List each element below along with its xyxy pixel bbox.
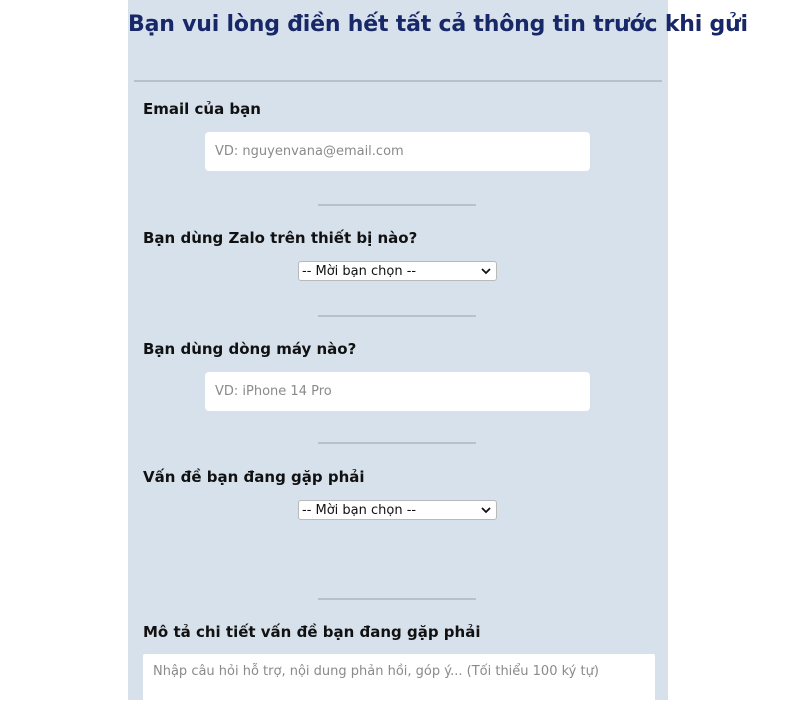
model-label: Bạn dùng dòng máy nào?	[143, 340, 357, 358]
issue-select-value: -- Mời bạn chọn --	[302, 502, 417, 518]
issue-label: Vấn đề bạn đang gặp phải	[143, 468, 365, 486]
chevron-down-icon	[479, 264, 493, 278]
section-divider	[318, 204, 476, 206]
section-divider	[318, 315, 476, 317]
description-textarea[interactable]	[143, 654, 655, 714]
device-select-value: -- Mời bạn chọn --	[302, 263, 417, 279]
support-form-panel	[128, 0, 748, 700]
description-label: Mô tả chi tiết vấn đề bạn đang gặp phải	[143, 623, 481, 641]
section-divider	[318, 598, 476, 600]
device-select[interactable]	[298, 261, 497, 281]
email-input[interactable]	[205, 132, 590, 171]
section-divider	[318, 442, 476, 444]
form-title: Bạn vui lòng điền hết tất cả thông tin trước khi gửi	[128, 12, 748, 37]
email-label: Email của bạn	[143, 100, 261, 118]
title-divider	[134, 80, 662, 82]
chevron-down-icon	[479, 503, 493, 517]
device-label: Bạn dùng Zalo trên thiết bị nào?	[143, 229, 418, 247]
issue-select[interactable]	[298, 500, 497, 520]
model-input[interactable]	[205, 372, 590, 411]
